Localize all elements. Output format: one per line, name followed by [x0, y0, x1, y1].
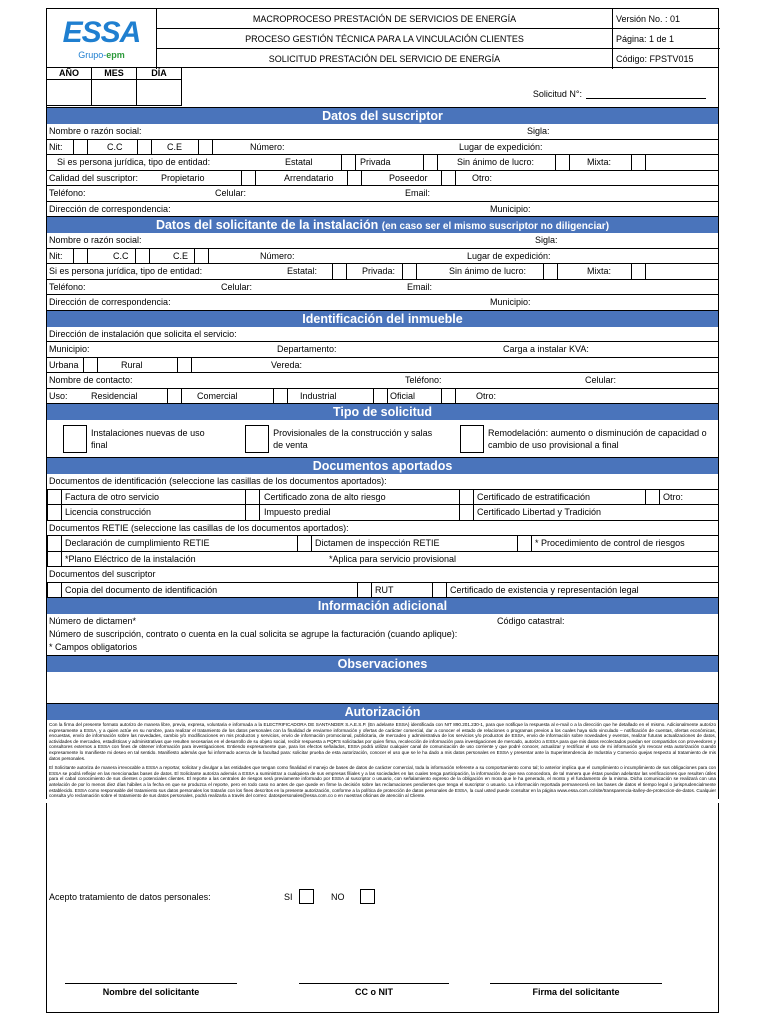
request-number	[182, 68, 718, 107]
subscriber-id-row	[46, 140, 719, 156]
property-load-label: Carga a instalar KVA:	[503, 344, 589, 354]
docs-id-row2	[46, 505, 719, 521]
official-label: Oficial	[390, 390, 416, 401]
month-field[interactable]	[92, 80, 137, 106]
subscriber-juridica-label: Si es persona jurídica, tipo de entidad:	[57, 157, 211, 167]
dictamen-label: Dictamen de inspección RETIE	[315, 538, 440, 548]
date-row	[46, 68, 719, 108]
applicant-name-row	[46, 233, 719, 249]
docs-retie-heading: Documentos RETIE (seleccione las casillas de los documentos aportados):	[49, 522, 349, 533]
subscriber-municipio-label: Municipio:	[490, 203, 531, 214]
applicant-privada-checkbox[interactable]	[402, 264, 417, 279]
logo-mark: ESSA	[62, 16, 141, 49]
commercial-checkbox[interactable]	[273, 389, 288, 404]
aplica-note: *Aplica para servicio provisional	[329, 553, 457, 564]
rut-label: RUT	[375, 584, 394, 595]
subscriber-cc-checkbox[interactable]	[137, 140, 152, 155]
applicant-title-note: (en caso ser el mismo suscriptor no diligenciar)	[381, 221, 610, 232]
holder-label: Poseedor	[389, 172, 428, 183]
cert-libertad-checkbox[interactable]	[459, 505, 474, 520]
other-doc-checkbox[interactable]	[645, 490, 660, 505]
remodel-checkbox[interactable]	[460, 425, 484, 453]
section-subscriber: Datos del suscriptor	[46, 108, 719, 124]
section-additional: Información adicional	[46, 598, 719, 614]
property-use-row	[46, 389, 719, 405]
rural-label: Rural	[121, 359, 143, 370]
header-titles	[157, 9, 613, 69]
copia-checkbox[interactable]	[47, 583, 62, 598]
docs-subscriber-heading-row	[46, 567, 719, 583]
factura-checkbox[interactable]	[47, 490, 62, 505]
cert-zona-checkbox[interactable]	[245, 490, 260, 505]
applicant-nit-label: Nit:	[49, 250, 63, 261]
version-label: Versión No. : 01	[613, 9, 720, 29]
signature-row	[46, 963, 719, 1013]
section-request-type: Tipo de solicitud	[46, 404, 719, 420]
docs-id-heading-row	[46, 474, 719, 490]
year-label: AÑO	[47, 68, 92, 80]
subscriber-estatal-checkbox[interactable]	[341, 155, 356, 170]
licencia-checkbox[interactable]	[47, 505, 62, 520]
docs-id-row1	[46, 490, 719, 506]
licencia-label: Licencia construcción	[65, 507, 152, 517]
applicant-municipio-label: Municipio:	[490, 297, 531, 307]
owner-checkbox[interactable]	[241, 171, 256, 186]
subscriber-cc-label: C.C	[107, 141, 123, 152]
applicant-signature-field[interactable]	[490, 983, 662, 997]
logo-group	[78, 50, 125, 60]
subscriber-email-label: Email:	[405, 188, 431, 198]
day-field[interactable]	[137, 80, 182, 106]
subscriber-entity-row	[46, 155, 719, 171]
subscriber-quality-label: Calidad del suscriptor:	[49, 172, 139, 183]
section-observations: Observaciones	[46, 656, 719, 672]
docs-subscriber-row	[46, 583, 719, 599]
applicant-address-label: Dirección de correspondencia:	[49, 297, 171, 307]
applicant-sinanimo-checkbox[interactable]	[543, 264, 558, 279]
industrial-checkbox[interactable]	[373, 389, 388, 404]
property-department-label: Departamento:	[277, 344, 337, 354]
section-authorization: Autorización	[46, 704, 719, 720]
applicant-juridica-label: Si es persona jurídica, tipo de entidad:	[49, 266, 203, 276]
day-label: DÍA	[137, 68, 182, 80]
procedimiento-label: * Procedimiento de control de riesgos	[535, 538, 685, 548]
applicant-name-label: Nombre o razón social:	[49, 235, 142, 245]
authorization-para1: Con la firma del presente formato autorizo de manera libre, previa, expresa, voluntaria e informada a la ELECTRIFICADORA DE SANTANDER S.A.E.S.P. (En adelante ESSA) identificada con NIT 890.201.230-1, para que notifique la respuesta al e-mail o a la dirección que he detallado en el mismo. Adicionalmente autorizo expresamente a ESSA, y a quien actúe en su nombre, para realizar el tratamiento de los datos personales con la finalidad de enviarme información y ofertas de carácter comercial, dar a conocer el estado de relaciones o programas previos a los cuales haya sido vinculado – notificación de cuentas, ofertas económicas, encuestas, envío de información sobre las novedades, cambio y/o modificaciones en mis productos y servicios, envío de información promocional, publicitaria, de mercadeo y administrativa de los servicios y/o productos de ESSA, envío de información sobre novedades y eventos, realizar futuras actualizaciones de datos, actividades de mercadeo, estadísticas y administrativas que resulten necesarias en el desarrollo de su objeto social, recibir respuesta a PQR'S solicitadas por quien firma, recolección de información para investigaciones de mercado, autorizo a ESSA para que mis datos recolectados puedan ser compartidos con proveedores y consultores externos a ESSA con fines de obtener información para investigaciones. Entiendo expresamente que, para los efectos señalados, ESSA podrá utilizar cualquier canal de comunicación de uso corriente y que podré conocer, actualizar y rectificar el uso de mi información y/o revocar esta autorización cuando expresamente lo manifieste mi deseo en tal sentido. Manifiesto además que fui informado acerca de la facultad para: solicitar prueba de esta autorización, conocer el uso que se le ha dado a mis datos personales en ESSA y presentar ante la Superintendencia de Industria y Comercio quejas respecto al tratamiento de mis datos personales.	[49, 722, 716, 761]
property-location-row	[46, 342, 719, 358]
declaracion-label: Declaración de cumplimiento RETIE	[65, 538, 210, 548]
request-form	[46, 8, 719, 1013]
dictamen-number-label: Número de dictamen*	[49, 616, 137, 626]
header-meta	[613, 9, 720, 69]
subscriber-sinanimo-label: Sin ánimo de lucro:	[457, 157, 535, 167]
impuesto-label: Impuesto predial	[264, 507, 331, 517]
new-installation-label: Instalaciones nuevas de uso final	[91, 427, 205, 450]
applicant-cc-checkbox[interactable]	[135, 249, 150, 264]
subscriber-privada-label: Privada	[360, 157, 391, 167]
date-grid	[47, 68, 182, 107]
subscriber-other-label: Otro:	[472, 172, 493, 183]
accept-no-label: NO	[331, 891, 345, 902]
use-other-label: Otro:	[476, 390, 497, 401]
cc-nit-field[interactable]	[299, 983, 449, 997]
property-mobile-label: Celular:	[585, 375, 617, 385]
rural-checkbox[interactable]	[177, 358, 192, 373]
cert-zona-label: Certificado zona de alto riesgo	[264, 491, 386, 502]
subscriber-mobile-label: Celular:	[215, 188, 247, 198]
applicant-estatal-checkbox[interactable]	[332, 264, 347, 279]
process-title: PROCESO GESTIÓN TÉCNICA PARA LA VINCULACIÓN CLIENTES	[157, 29, 612, 49]
applicant-sigla-label: Sigla:	[535, 235, 558, 245]
property-address-label: Dirección de instalación que solicita el servicio:	[49, 328, 237, 339]
residential-label: Residencial	[91, 390, 138, 401]
tenant-checkbox[interactable]	[347, 171, 362, 186]
subscriber-nit-checkbox[interactable]	[73, 140, 88, 155]
subscriber-mixta-label: Mixta:	[587, 157, 612, 167]
applicant-cc-label: C.C	[113, 250, 129, 261]
plano-label: *Plano Eléctrico de la instalación	[65, 553, 196, 564]
subscriber-number-label: Número:	[250, 141, 285, 152]
property-address-row	[46, 327, 719, 343]
industrial-label: Industrial	[300, 390, 337, 401]
authorization-text	[46, 720, 719, 799]
cert-exist-checkbox[interactable]	[432, 583, 447, 598]
declaracion-checkbox[interactable]	[47, 536, 62, 551]
cert-estrat-checkbox[interactable]	[459, 490, 474, 505]
subscriber-ce-label: C.E	[167, 141, 183, 152]
code-label: Código: FPSTV015	[616, 54, 694, 64]
applicant-ce-label: C.E	[173, 250, 189, 261]
vereda-label: Vereda:	[271, 359, 303, 370]
applicant-contact-row	[46, 280, 719, 296]
applicant-estatal-label: Estatal:	[287, 266, 318, 276]
additional-block	[46, 614, 719, 656]
macroprocess-title: MACROPROCESO PRESTACIÓN DE SERVICIOS DE ENERGÍA	[157, 9, 612, 29]
use-label: Uso:	[49, 390, 68, 401]
subscriber-estatal-label: Estatal	[285, 157, 313, 167]
subscriber-mixta-checkbox[interactable]	[631, 155, 646, 170]
subscriber-name-row	[46, 124, 719, 140]
property-zone-row	[46, 358, 719, 374]
docs-subscriber-heading: Documentos del suscriptor	[49, 569, 156, 579]
section-applicant	[46, 217, 719, 233]
section-documents: Documentos aportados	[46, 458, 719, 474]
subscriber-name-label: Nombre o razón social:	[49, 126, 142, 136]
subscriber-lugar-label: Lugar de expedición:	[459, 141, 543, 152]
residential-checkbox[interactable]	[167, 389, 182, 404]
copia-label: Copia del documento de identificación	[65, 584, 218, 595]
applicant-lugar-label: Lugar de expedición:	[467, 250, 551, 261]
subscriber-ce-checkbox[interactable]	[198, 140, 213, 155]
docs-retie-row2	[46, 552, 719, 568]
dictamen-checkbox[interactable]	[297, 536, 312, 551]
page-label: Página: 1 de 1	[613, 29, 720, 49]
request-number-field[interactable]	[586, 98, 706, 99]
applicant-mobile-label: Celular:	[221, 281, 253, 292]
logo-epm: epm	[106, 50, 125, 60]
applicant-mixta-label: Mixta:	[587, 266, 612, 276]
subscriber-sinanimo-checkbox[interactable]	[555, 155, 570, 170]
property-phone-label: Teléfono:	[405, 375, 442, 385]
data-treatment-acceptance	[46, 803, 719, 963]
new-installation-checkbox[interactable]	[63, 425, 87, 453]
official-checkbox[interactable]	[441, 389, 456, 404]
authorization-para2: El Solicitante autoriza de manera irrevocable a ESSA a reportar, solicitar y divulgar a las entidades que tengan como finalidad el manejo de bases de datos de carácter comercial, toda la información referente a su comportamiento como tal; lo anterior implica que el cumplimiento o incumplimiento de sus obligaciones para con ESSA se podrá reflejar en las mencionadas bases de datos. El Solicitante autoriza además a ESSA a suministrar a cualquiera de sus empresas filiales y a las sociedades en las cuales tenga participación, la información de que sea conocedora, de tal manera que éstas puedan adelantar las verificaciones que resulten útiles para el cabal conocimiento de sus clientes o potenciales clientes. El reporte a las centrales de riesgos será previamente informado por ESSA al suscriptor o usuario, con señalamiento expreso de la obligación en mora que le ha generado, el monto y el fundamento de la misma. Dicha comunicación se realizará con una antelación de por lo menos diez días hábiles a la fecha en que se produzca el reporte, pero en todo caso no antes de que quede en firme la decisión sobre las reclamaciones pendientes que tenga el suscriptor o usuario. La información reportada permanecerá en las bases de datos el tiempo legal o jurisprudencialmente establecido. ESSA como responsable del tratamiento sus datos personales los tratarán con los fines descritos en la presente autorización, conforme a la política de protección de datos personales de ESSA, la cual usted puede consultar en la página www.essa.com.co/site/transparencia-ita/ley-de-proteccion-de-datos. Cualquier consulta y/o reclamación sobre el tratamiento de sus datos personales, podrá realizarla a través del correo: datospersonales@essa.com.co o en nuestras oficinas de atención al Cliente.	[49, 765, 716, 799]
cert-libertad-label: Certificado Libertad y Tradición	[477, 507, 602, 517]
subscriber-quality-row	[46, 171, 719, 187]
subscriber-phone-label: Teléfono:	[49, 188, 86, 198]
applicant-email-label: Email:	[407, 281, 433, 292]
applicant-id-row	[46, 249, 719, 265]
provisional-checkbox[interactable]	[245, 425, 269, 453]
section-property: Identificación del inmueble	[46, 311, 719, 327]
accept-no-checkbox[interactable]	[360, 889, 375, 904]
applicant-entity-row	[46, 264, 719, 280]
subscriber-sigla-label: Sigla:	[527, 126, 550, 136]
urban-label: Urbana	[49, 359, 79, 370]
cadastral-label: Código catastral:	[497, 616, 565, 626]
accept-yes-checkbox[interactable]	[299, 889, 314, 904]
form-header	[46, 8, 719, 68]
provisional-label: Provisionales de la construcción y salas de venta	[273, 427, 433, 450]
applicant-sinanimo-label: Sin ánimo de lucro:	[449, 266, 527, 276]
property-contact-row	[46, 373, 719, 389]
cert-estrat-label: Certificado de estratificación	[477, 491, 591, 502]
commercial-label: Comercial	[197, 390, 238, 401]
rut-checkbox[interactable]	[357, 583, 372, 598]
year-field[interactable]	[47, 80, 92, 106]
applicant-privada-label: Privada:	[362, 266, 396, 276]
applicant-signature-label: Firma del solicitante	[532, 986, 620, 997]
factura-label: Factura de otro servicio	[65, 491, 160, 502]
accept-label: Acepto tratamiento de datos personales:	[49, 891, 211, 902]
remodel-label: Remodelación: aumento o disminución de capacidad o cambio de uso provisional a final	[488, 427, 707, 450]
request-type-options	[46, 420, 719, 458]
form-title: SOLICITUD PRESTACIÓN DEL SERVICIO DE ENERGÍA	[268, 54, 501, 64]
applicant-number-label: Número:	[260, 250, 295, 261]
subscriber-privada-checkbox[interactable]	[423, 155, 438, 170]
applicant-nit-checkbox[interactable]	[73, 249, 88, 264]
applicant-mixta-checkbox[interactable]	[631, 264, 646, 279]
contact-name-label: Nombre de contacto:	[49, 375, 133, 385]
docs-retie-row1	[46, 536, 719, 552]
applicant-ce-checkbox[interactable]	[194, 249, 209, 264]
urban-checkbox[interactable]	[83, 358, 98, 373]
cert-exist-label: Certificado de existencia y representación legal	[450, 584, 639, 595]
holder-checkbox[interactable]	[441, 171, 456, 186]
plano-checkbox[interactable]	[47, 552, 62, 567]
subscriber-address-label: Dirección de correspondencia:	[49, 203, 171, 214]
property-municipio-label: Municipio:	[49, 344, 90, 354]
procedimiento-checkbox[interactable]	[517, 536, 532, 551]
impuesto-checkbox[interactable]	[245, 505, 260, 520]
applicant-address-row	[46, 295, 719, 311]
subscription-label: Número de suscripción, contrato o cuenta en la cual solicita se agrupe la facturación (cuando aplique):	[49, 629, 458, 639]
applicant-phone-label: Teléfono:	[49, 281, 86, 292]
docs-retie-heading-row	[46, 521, 719, 537]
docs-id-heading: Documentos de identificación (seleccione las casillas de los documentos aportados):	[49, 476, 387, 486]
subscriber-address-row	[46, 202, 719, 218]
month-label: MES	[92, 68, 137, 80]
logo-group-label: Grupo-	[78, 50, 107, 60]
tenant-label: Arrendatario	[284, 172, 334, 183]
applicant-name-signature-label: Nombre del solicitante	[102, 986, 200, 997]
applicant-title: Datos del solicitante de la instalación	[155, 218, 379, 232]
other-doc-label: Otro:	[663, 491, 684, 502]
applicant-name-signature-field[interactable]	[65, 983, 237, 997]
cc-nit-label: CC o NIT	[355, 986, 393, 997]
essa-logo	[47, 9, 157, 69]
required-note: * Campos obligatorios	[49, 642, 138, 652]
subscriber-contact-row	[46, 186, 719, 202]
subscriber-nit-label: Nit:	[49, 141, 63, 152]
accept-yes-label: SI	[284, 891, 293, 902]
observations-field[interactable]	[46, 672, 719, 704]
request-number-label: Solicitud N°:	[532, 89, 582, 99]
owner-label: Propietario	[161, 172, 205, 183]
